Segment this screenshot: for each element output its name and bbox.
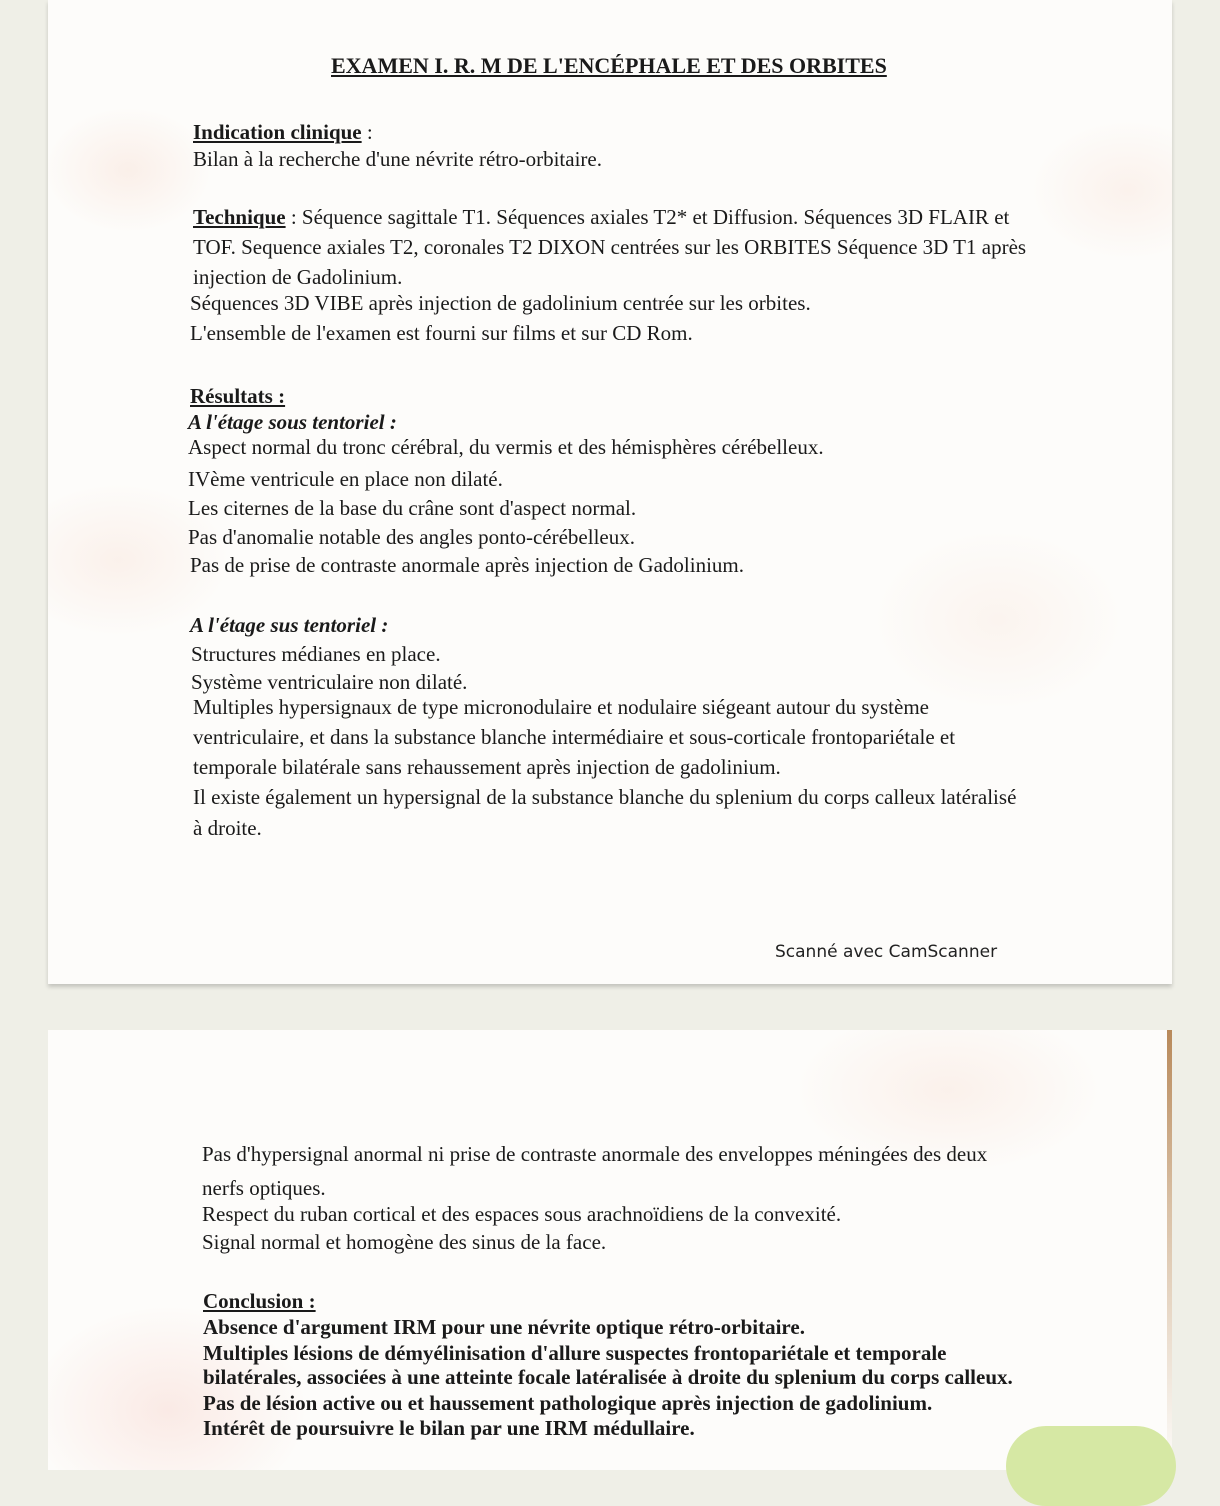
report-page-2 <box>48 1030 1172 1470</box>
technique-line-5: L'ensemble de l'examen est fourni sur films et sur CD Rom. <box>190 321 693 345</box>
page2-line: Pas d'hypersignal anormal ni prise de contraste anormale des enveloppes méningées des deux <box>202 1142 988 1166</box>
conclusion-line: Pas de lésion active ou et haussement pathologique après injection de gadolinium. <box>203 1391 933 1415</box>
conclusion-heading: Conclusion : <box>203 1289 316 1313</box>
sus-tentoriel-line: Il existe également un hypersignal de la substance blanche du splenium du corps calleux latéralisé <box>193 785 1017 809</box>
report-page-1 <box>48 0 1172 984</box>
indication-heading-line <box>193 119 373 145</box>
page2-line: Signal normal et homogène des sinus de la face. <box>202 1230 607 1254</box>
conclusion-line: Intérêt de poursuivre le bilan par une IRM médullaire. <box>203 1416 695 1440</box>
technique-line-3: injection de Gadolinium. <box>193 265 403 289</box>
indication-heading: Indication clinique <box>193 120 362 144</box>
conclusion-line: bilatérales, associées à une atteinte focale latéralisée à droite du splenium du corps calleux. <box>203 1365 1013 1389</box>
camscanner-watermark: Scanné avec CamScanner <box>775 942 998 962</box>
technique-line-4: Séquences 3D VIBE après injection de gadolinium centrée sur les orbites. <box>190 291 811 315</box>
resultats-heading: Résultats : <box>190 384 286 408</box>
page2-line: nerfs optiques. <box>202 1176 326 1200</box>
sus-tentoriel-line: Multiples hypersignaux de type micronodulaire et nodulaire siégeant autour du système <box>193 695 929 719</box>
sus-tentoriel-line: Structures médianes en place. <box>191 642 441 666</box>
sous-tentoriel-line: Pas de prise de contraste anormale après injection de Gadolinium. <box>190 553 744 577</box>
conclusion-line: Multiples lésions de démyélinisation d'allure suspectes frontopariétale et temporale <box>203 1341 947 1365</box>
sus-tentoriel-line: Système ventriculaire non dilaté. <box>191 670 468 694</box>
floating-action-shape <box>1006 1426 1176 1506</box>
technique-text-1: : Séquence sagittale T1. Séquences axiales T2* et Diffusion. Séquences 3D FLAIR et <box>285 205 1010 229</box>
page2-line: Respect du ruban cortical et des espaces sous arachnoïdiens de la convexité. <box>202 1202 842 1226</box>
sus-tentoriel-line: temporale bilatérale sans rehaussement après injection de gadolinium. <box>193 755 781 779</box>
technique-line-2: TOF. Sequence axiales T2, coronales T2 DIXON centrées sur les ORBITES Séquence 3D T1 après <box>193 235 1027 259</box>
indication-text: Bilan à la recherche d'une névrite rétro-orbitaire. <box>193 147 602 171</box>
page-edge-shadow <box>1167 1030 1172 1470</box>
conclusion-line: Absence d'argument IRM pour une névrite optique rétro-orbitaire. <box>203 1315 805 1339</box>
sous-tentoriel-heading: A l'étage sous tentoriel : <box>188 410 397 434</box>
sus-tentoriel-line: ventriculaire, et dans la substance blanche intermédiaire et sous-corticale frontopariétale et <box>193 725 956 749</box>
sous-tentoriel-line: Les citernes de la base du crâne sont d'aspect normal. <box>188 496 637 520</box>
sous-tentoriel-line: Aspect normal du tronc cérébral, du vermis et des hémisphères cérébelleux. <box>188 435 824 459</box>
sus-tentoriel-line: à droite. <box>193 816 262 840</box>
sus-tentoriel-heading: A l'étage sus tentoriel : <box>190 613 389 637</box>
sous-tentoriel-line: IVème ventricule en place non dilaté. <box>188 467 503 491</box>
technique-line-1 <box>193 204 1009 230</box>
sous-tentoriel-line: Pas d'anomalie notable des angles ponto-cérébelleux. <box>188 525 635 549</box>
report-title: EXAMEN I. R. M DE L'ENCÉPHALE ET DES ORBITES <box>331 53 887 78</box>
technique-heading: Technique <box>193 205 286 229</box>
indication-colon: : <box>361 120 373 144</box>
